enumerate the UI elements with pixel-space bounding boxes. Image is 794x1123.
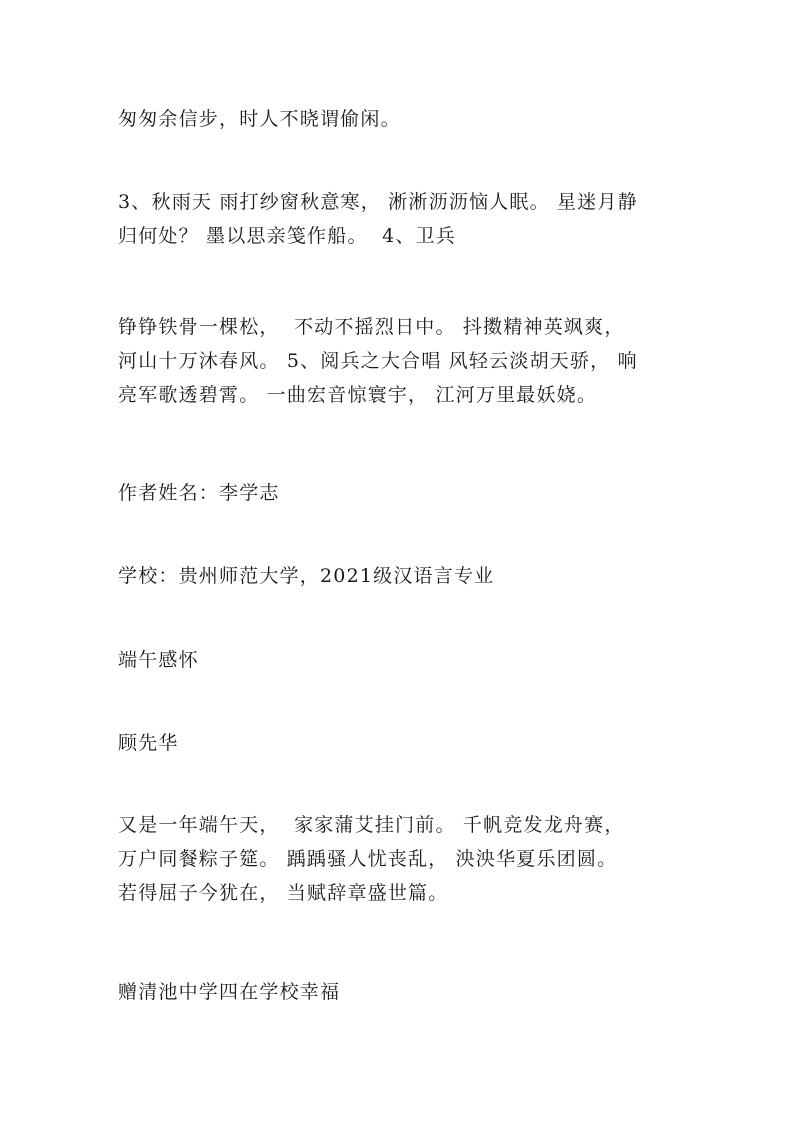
poem-author-duanwu	[118, 726, 678, 760]
author-school	[118, 559, 678, 593]
poem-title-duanwu	[118, 643, 678, 677]
text-line: 万户同餐粽子筵。 踽踽骚人忧丧乱， 泱泱华夏乐团圆。	[118, 848, 618, 870]
text-line: 铮铮铁骨一棵松， 不动不摇烈日中。 抖擞精神英飒爽，	[118, 316, 625, 338]
poem-body-duanwu	[118, 808, 678, 910]
text-line: 归何处？ 墨以思亲笺作船。 4、卫兵	[118, 225, 457, 247]
poem-title-qingchi	[118, 975, 678, 1009]
author-name	[118, 476, 678, 510]
poem-autumn-rain	[118, 185, 678, 253]
poem-fragment-line	[118, 102, 678, 136]
text-line: 端午感怀	[118, 649, 199, 671]
text-line: 河山十万沐春风。 5、阅兵之大合唱 风轻云淡胡天骄， 响	[118, 350, 638, 372]
text-line: 匆匆余信步，时人不晓谓偷闲。	[118, 108, 401, 130]
text-line: 赠清池中学四在学校幸福	[118, 981, 341, 1003]
text-line: 学校：贵州师范大学，2021级汉语言专业	[118, 565, 495, 587]
text-line: 若得屈子今犹在， 当赋辞章盛世篇。	[118, 882, 449, 904]
text-line: 又是一年端午天， 家家蒲艾挂门前。 千帆竞发龙舟赛，	[118, 814, 625, 836]
text-line: 顾先华	[118, 732, 179, 754]
text-line: 3、秋雨天 雨打纱窗秋意寒， 淅淅沥沥恼人眠。 星迷月静	[118, 191, 638, 213]
text-line: 亮军歌透碧霄。 一曲宏音惊寰宇， 江河万里最妖娆。	[118, 384, 598, 406]
poem-guard-and-parade	[118, 310, 678, 412]
text-line: 作者姓名：李学志	[118, 482, 280, 504]
